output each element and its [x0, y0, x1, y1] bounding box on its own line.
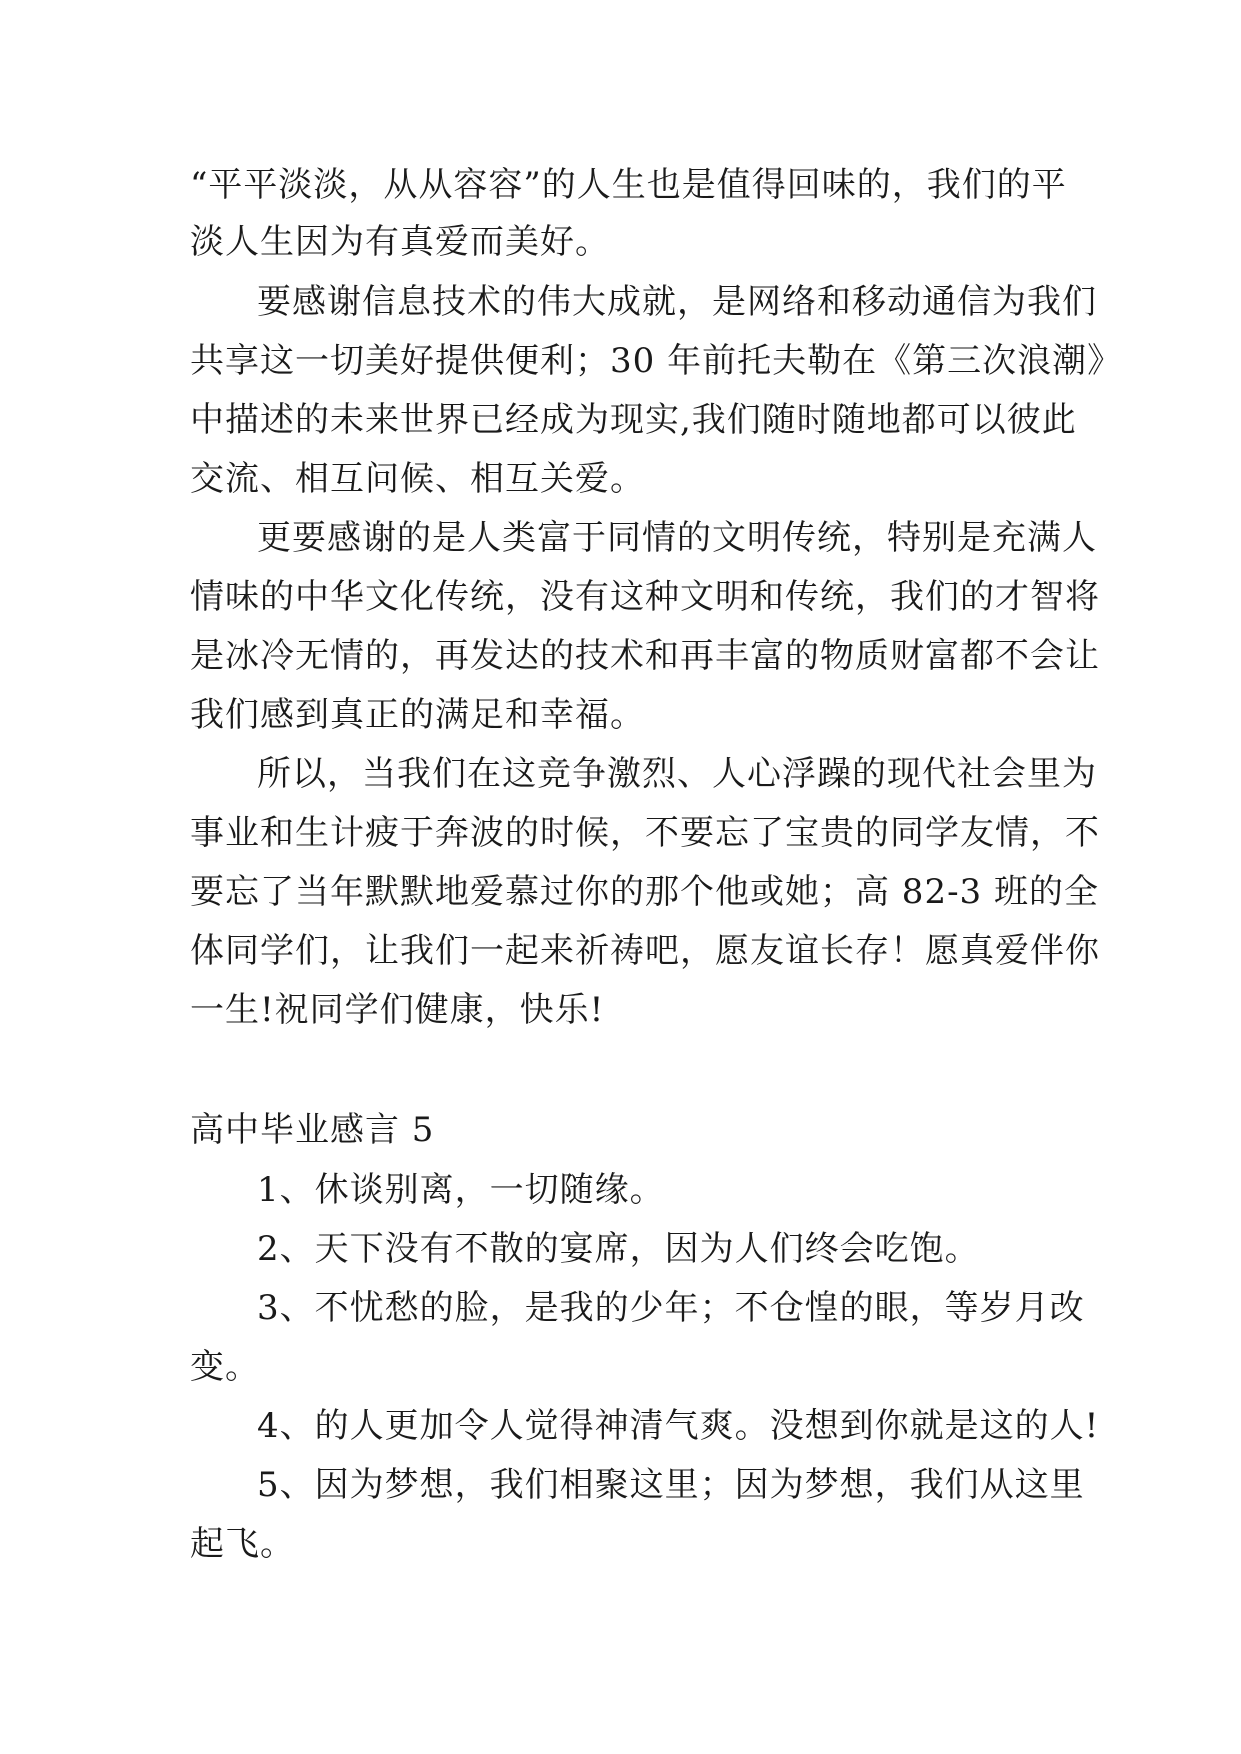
- text-line-14: 体同学们，让我们一起来祈祷吧，愿友谊长存！愿真爱伴你: [190, 931, 1100, 971]
- list-item-4: 4、的人更加令人觉得神清气爽。没想到你就是这的人!: [257, 1406, 1100, 1446]
- list-item-3: 3、不忧愁的脸，是我的少年；不仓惶的眼，等岁月改: [257, 1288, 1085, 1328]
- text-line-5: 中描述的未来世界已经成为现实,我们随时随地都可以彼此: [190, 400, 1077, 440]
- list-item-5: 5、因为梦想，我们相聚这里；因为梦想，我们从这里: [257, 1465, 1085, 1505]
- list-item-3-cont: 变。: [190, 1347, 260, 1387]
- text-line-11: 所以，当我们在这竞争激烈、人心浮躁的现代社会里为: [257, 754, 1097, 794]
- text-line-10: 我们感到真正的满足和幸福。: [190, 695, 645, 735]
- list-item-2: 2、天下没有不散的宴席，因为人们终会吃饱。: [257, 1229, 980, 1269]
- text-line-1: “平平淡淡，从从容容”的人生也是值得回味的，我们的平: [190, 165, 1067, 205]
- text-line-7: 更要感谢的是人类富于同情的文明传统，特别是充满人: [257, 518, 1097, 558]
- text-line-13: 要忘了当年默默地爱慕过你的那个他或她；高 82-3 班的全: [190, 872, 1099, 912]
- text-line-2: 淡人生因为有真爱而美好。: [190, 222, 610, 262]
- section-heading: 高中毕业感言 5: [190, 1110, 435, 1150]
- list-item-1: 1、休谈别离，一切随缘。: [257, 1170, 665, 1210]
- text-line-4: 共享这一切美好提供便利；30 年前托夫勒在《第三次浪潮》: [190, 341, 1123, 381]
- text-line-8: 情味的中华文化传统，没有这种文明和传统，我们的才智将: [190, 577, 1100, 617]
- text-line-6: 交流、相互问候、相互关爱。: [190, 459, 645, 499]
- list-item-5-cont: 起飞。: [190, 1524, 295, 1564]
- text-line-3: 要感谢信息技术的伟大成就，是网络和移动通信为我们: [257, 282, 1097, 322]
- text-line-15: 一生!祝同学们健康，快乐!: [190, 990, 605, 1030]
- text-line-12: 事业和生计疲于奔波的时候，不要忘了宝贵的同学友情，不: [190, 813, 1100, 853]
- text-line-9: 是冰冷无情的，再发达的技术和再丰富的物质财富都不会让: [190, 636, 1100, 676]
